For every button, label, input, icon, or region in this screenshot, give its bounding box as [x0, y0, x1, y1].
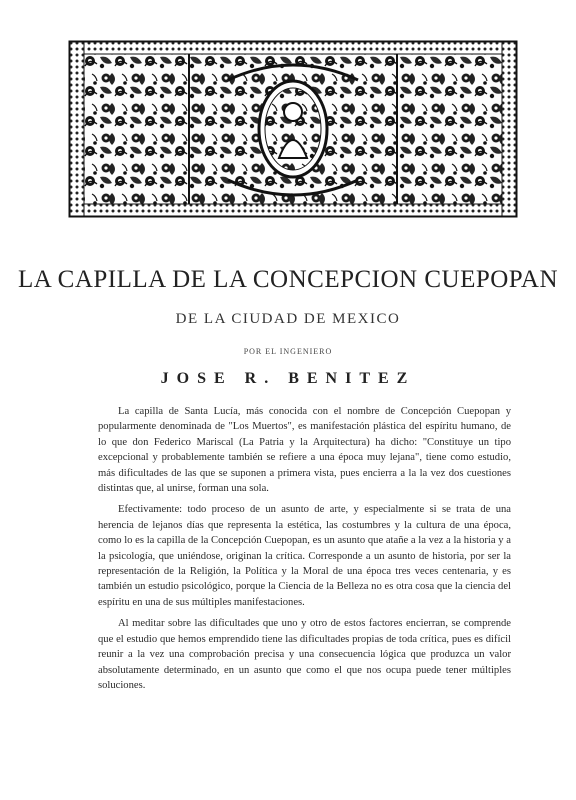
- author-name: JOSE R. BENITEZ: [160, 370, 416, 387]
- article-body: [98, 404, 511, 699]
- paragraph: Efectivamente: todo proceso de un asunto de arte, y especialmente si se trata de una herencia de lejanos días que representa la estética, las costumbres y la cultura de una época, como lo es la capilla de la Concepción Cuepopan, es un asunto que atañe a la vez a la historia y a la psicología, que uniéndose, originan la crítica. Corresponde a un asunto de historia, por ser la representación de la Religión, la Política y la Moral de una época tres veces centenaria, y es también un estudio psicológico, porque la Ciencia de la Belleza no es otra cosa que la ciencia del espíritu en una de sus múltiples manifestaciones.: [98, 504, 511, 608]
- article-title: LA CAPILLA DE LA CONCEPCION CUEPOPAN: [17, 266, 559, 293]
- article-subtitle: DE LA CIUDAD DE MEXICO: [175, 311, 401, 327]
- paragraph: La capilla de Santa Lucía, más conocida con el nombre de Concepción Cuepopan y popularmente denominada de "Los Muertos", es manifestación plástica del espíritu humano, de lo que don Federico Mariscal (La Patria y la Arquitectura) ha dicho: "Constituye un tipo excepcional y probablemente también se refiere a una época muy lejana", tiene como estudio, más dificultades de las que se suponen a primera vista, pues encierra a la la vez dos cuestiones distintas que, al unirse, forman una sola.: [98, 406, 511, 495]
- paragraph: Al meditar sobre las dificultades que uno y otro de estos factores encierran, se comprende que el estudio que hemos emprendido tiene las dificultades propias de toda crítica, pues es difícil reunir a la vez una comprobación precisa y una consecuencia lógica que produzca un valor absolutamente determinado, en un asunto que como el que nos ocupa puede tener múltiples soluciones.: [98, 618, 511, 691]
- ornamental-header-band: [68, 40, 518, 218]
- author-byline: POR EL INGENIERO: [243, 347, 333, 356]
